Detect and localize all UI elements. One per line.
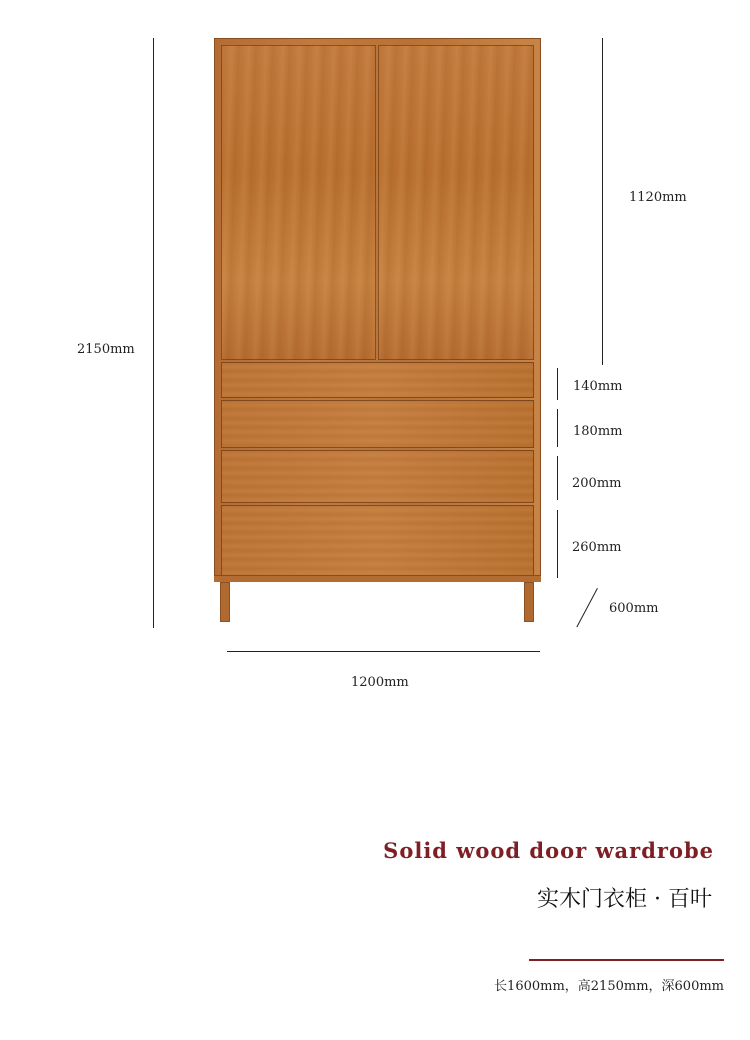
wardrobe-plinth: [214, 575, 541, 582]
drawer-4: [221, 505, 534, 576]
drawer-4-label: 260mm: [572, 540, 622, 555]
drawer-2-label: 180mm: [573, 424, 623, 439]
product-specs: 长1600mm，高2150mm，深600mm: [494, 979, 724, 994]
depth-label: 600mm: [609, 601, 659, 616]
wardrobe-leg-right: [524, 582, 534, 622]
door-height-dimension-line: [602, 38, 603, 365]
product-title-cn: 实木门衣柜 · 百叶: [537, 887, 712, 912]
drawer-2-dimension-line: [557, 409, 558, 447]
width-label: 1200mm: [351, 675, 409, 690]
wardrobe-right-door: [378, 45, 534, 360]
wardrobe-image: [214, 38, 541, 582]
drawer-3-dimension-line: [557, 456, 558, 500]
drawer-1-dimension-line: [557, 368, 558, 400]
height-dimension-line: [153, 38, 154, 628]
drawer-1-label: 140mm: [573, 379, 623, 394]
drawer-3: [221, 450, 534, 503]
height-label: 2150mm: [77, 342, 135, 357]
wardrobe-left-door: [221, 45, 376, 360]
drawer-2: [221, 400, 534, 448]
drawer-1: [221, 362, 534, 398]
drawer-4-dimension-line: [557, 510, 558, 578]
title-divider: [529, 959, 724, 961]
width-dimension-line: [227, 651, 540, 652]
door-height-label: 1120mm: [629, 190, 687, 205]
drawer-3-label: 200mm: [572, 476, 622, 491]
depth-dimension-line: [576, 588, 598, 627]
product-title-en: Solid wood door wardrobe: [383, 838, 714, 863]
wardrobe-leg-left: [220, 582, 230, 622]
